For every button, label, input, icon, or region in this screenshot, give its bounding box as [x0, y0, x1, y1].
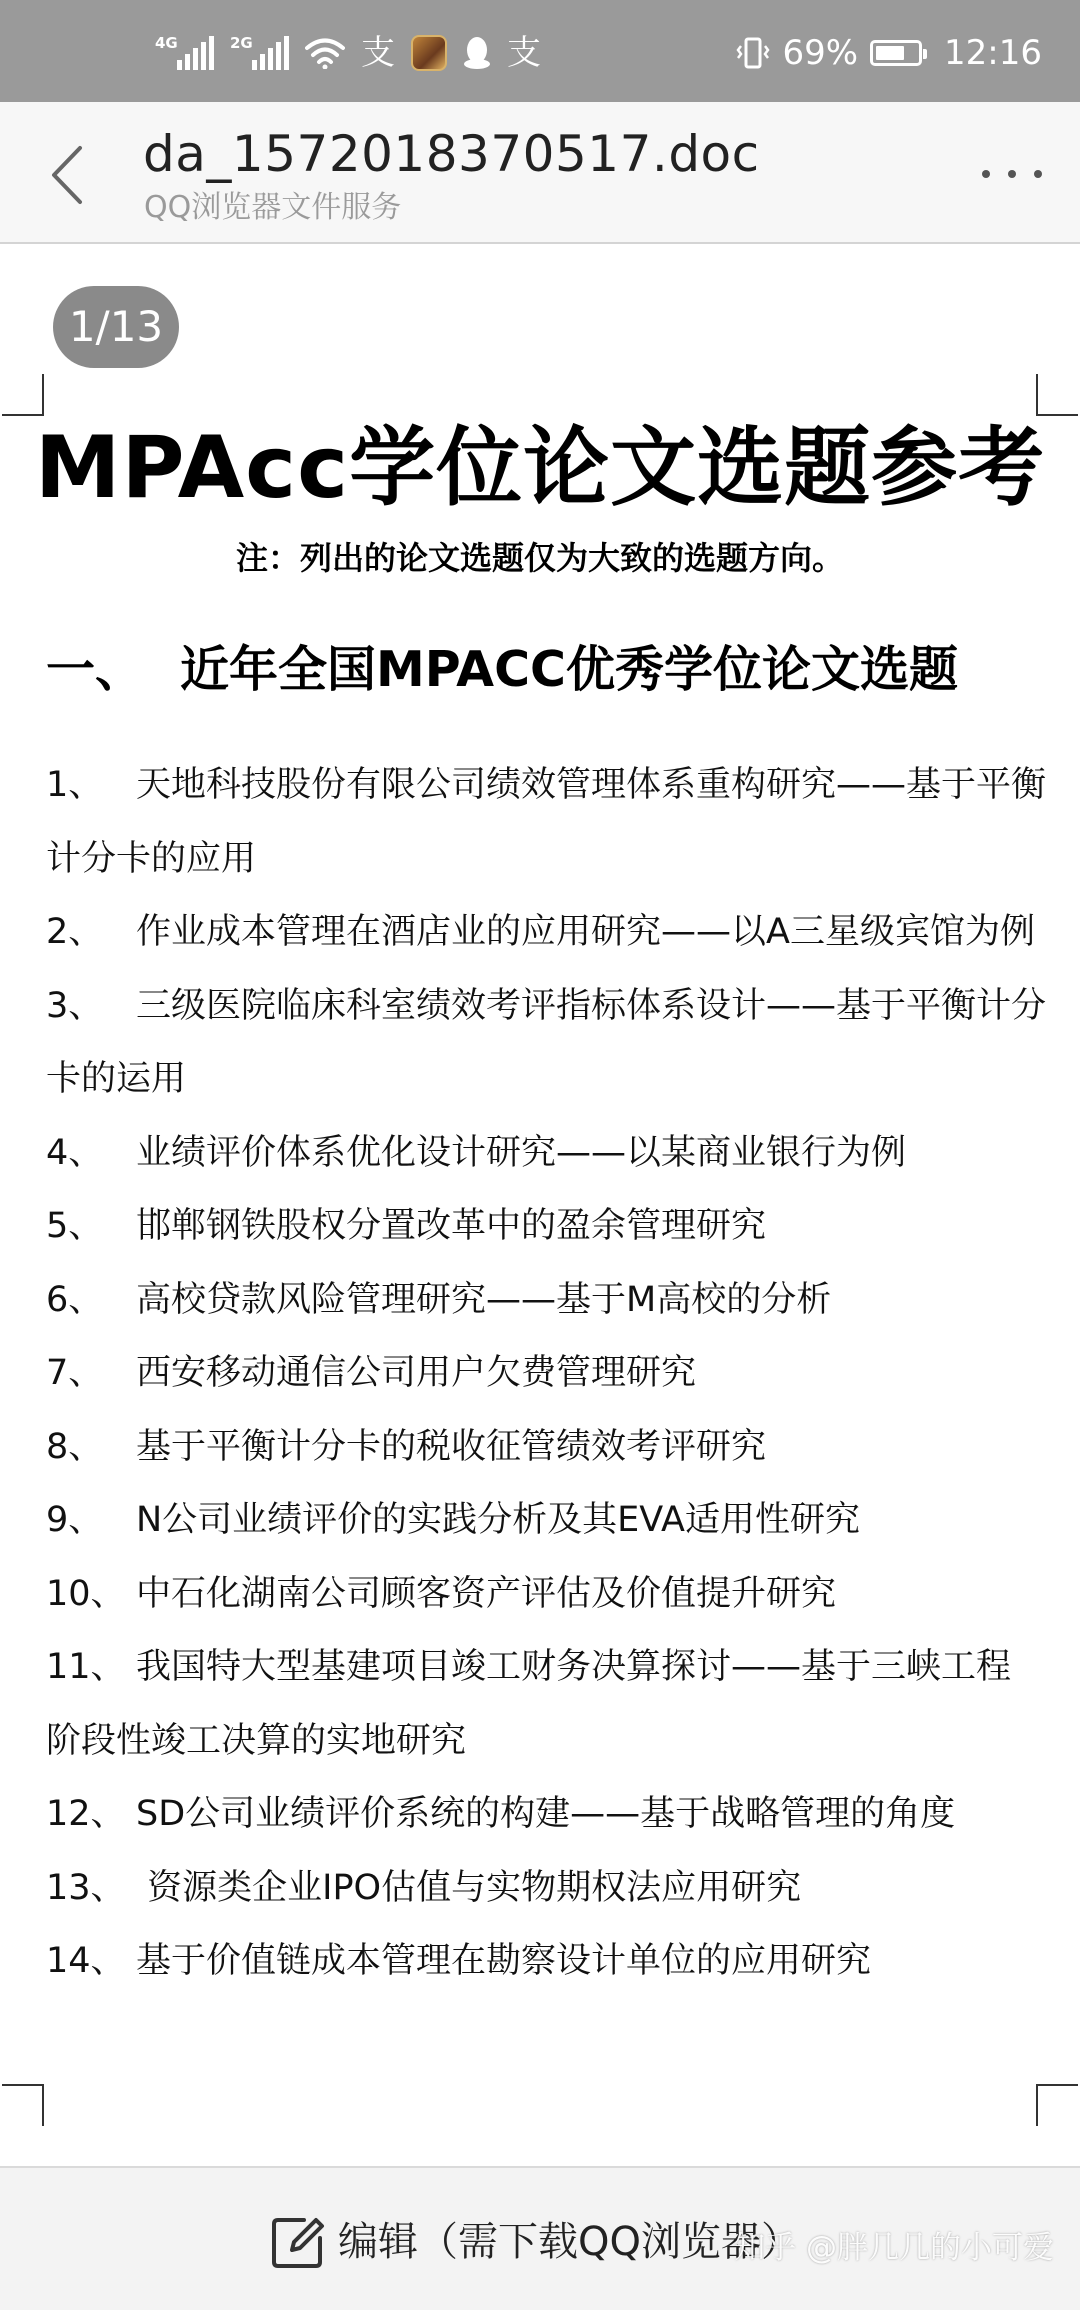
topic-text: 我国特大型基建项目竣工财务决算探讨——基于三峡工程 阶段性竣工决算的实地研究 — [46, 1647, 1012, 1761]
topic-text: 中石化湖南公司顾客资产评估及价值提升研究 — [136, 1573, 837, 1614]
edit-icon — [268, 2212, 328, 2272]
topic-number: 10、 — [46, 1573, 126, 1614]
topic-number: 11、 — [46, 1647, 126, 1687]
topic-item — [46, 749, 1046, 896]
topic-text: 天地科技股份有限公司绩效管理体系重构研究——基于平衡计分卡的应用 — [46, 765, 1047, 879]
topic-item — [46, 1190, 1046, 1264]
alipay-icon: 支 — [361, 33, 395, 73]
topic-number: 5、 — [46, 1206, 104, 1246]
topic-item — [46, 970, 1046, 1117]
battery-icon — [870, 40, 922, 66]
topic-text: 资源类企业IPO估值与实物期权法应用研究 — [136, 1867, 802, 1908]
edit-button-label: 编辑（需下载QQ浏览器） — [338, 2219, 801, 2265]
battery-percent: 69% — [782, 33, 859, 73]
topic-text: 西安移动通信公司用户欠费管理研究 — [136, 1353, 697, 1393]
topic-number: 8、 — [46, 1426, 104, 1467]
topic-item — [46, 896, 1046, 970]
topic-number: 4、 — [46, 1132, 104, 1173]
page-corner-mark — [2, 2084, 44, 2126]
signal-icon-2 — [230, 36, 289, 70]
section-number: 一、 — [46, 641, 145, 698]
topic-text: SD公司业绩评价系统的构建——基于战略管理的角度 — [136, 1794, 956, 1834]
section-title: 近年全国MPACC优秀学位论文选题 — [180, 641, 959, 698]
network-type-1: 4G — [155, 34, 178, 52]
topic-text: 基于价值链成本管理在勘察设计单位的应用研究 — [136, 1941, 872, 1981]
back-button[interactable] — [40, 140, 100, 210]
page-indicator: 1/13 — [53, 286, 179, 368]
topic-text: 高校贷款风险管理研究——基于M高校的分析 — [136, 1279, 832, 1320]
network-type-2: 2G — [230, 34, 253, 52]
topic-number: 12、 — [46, 1794, 126, 1834]
more-icon-dot — [1008, 170, 1016, 178]
edit-button[interactable] — [268, 2210, 801, 2274]
vibrate-icon — [736, 36, 770, 70]
more-icon-dot — [1034, 170, 1042, 178]
section-heading — [46, 637, 958, 703]
topic-number: 9、 — [46, 1500, 104, 1540]
topic-list — [46, 749, 1046, 1999]
status-bar — [0, 0, 1080, 102]
page-corner-mark — [2, 374, 44, 416]
topic-number: 3、 — [46, 985, 104, 1026]
wifi-icon — [305, 37, 345, 69]
topic-text: 作业成本管理在酒店业的应用研究——以A三星级宾馆为例 — [136, 912, 1035, 952]
topic-item — [46, 1264, 1046, 1338]
clock: 12:16 — [944, 33, 1042, 73]
game-avatar-icon — [411, 35, 447, 71]
topic-item — [46, 1778, 1046, 1852]
status-right-icons — [736, 30, 1042, 76]
battery-fill — [876, 46, 904, 60]
alipay-icon-2: 支 — [507, 33, 541, 73]
topic-item — [46, 1337, 1046, 1411]
topic-item — [46, 1631, 1046, 1778]
watermark: 知乎 @胖几几的小可爱 — [734, 2230, 1054, 2266]
document-note: 注：列出的论文选题仅为大致的选题方向。 — [235, 539, 844, 577]
topic-number: 1、 — [46, 765, 104, 805]
qq-icon — [463, 36, 491, 70]
topic-number: 13、 — [46, 1867, 126, 1908]
topic-number: 7、 — [46, 1353, 104, 1393]
status-left-icons — [155, 30, 541, 76]
topic-item — [46, 1558, 1046, 1632]
topic-text: N公司业绩评价的实践分析及其EVA适用性研究 — [136, 1500, 860, 1540]
app-header — [0, 102, 1080, 244]
topic-number: 14、 — [46, 1941, 126, 1981]
topic-text: 邯郸钢铁股权分置改革中的盈余管理研究 — [136, 1206, 767, 1246]
topic-text: 三级医院临床科室绩效考评指标体系设计——基于平衡计分卡的运用 — [46, 985, 1047, 1099]
page-corner-mark — [1036, 2084, 1078, 2126]
signal-icon — [155, 36, 214, 70]
topic-item — [46, 1925, 1046, 1999]
topic-text: 业绩评价体系优化设计研究——以某商业银行为例 — [136, 1132, 907, 1173]
document-title: MPAcc学位论文选题参考 — [34, 418, 1046, 518]
back-arrow-icon — [40, 140, 100, 210]
topic-number: 2、 — [46, 912, 104, 952]
page-corner-mark — [1036, 374, 1078, 416]
topic-item — [46, 1484, 1046, 1558]
file-name: da_1572018370517.doc — [143, 125, 760, 183]
topic-item — [46, 1117, 1046, 1191]
more-button[interactable] — [982, 164, 1042, 184]
topic-number: 6、 — [46, 1279, 104, 1320]
more-icon — [982, 170, 990, 178]
file-service-subtitle: QQ浏览器文件服务 — [144, 190, 402, 225]
bottom-bar — [0, 2166, 1080, 2310]
topic-item — [46, 1411, 1046, 1485]
document-viewer[interactable] — [0, 244, 1080, 2166]
topic-item — [46, 1852, 1046, 1926]
topic-text: 基于平衡计分卡的税收征管绩效考评研究 — [136, 1426, 767, 1467]
